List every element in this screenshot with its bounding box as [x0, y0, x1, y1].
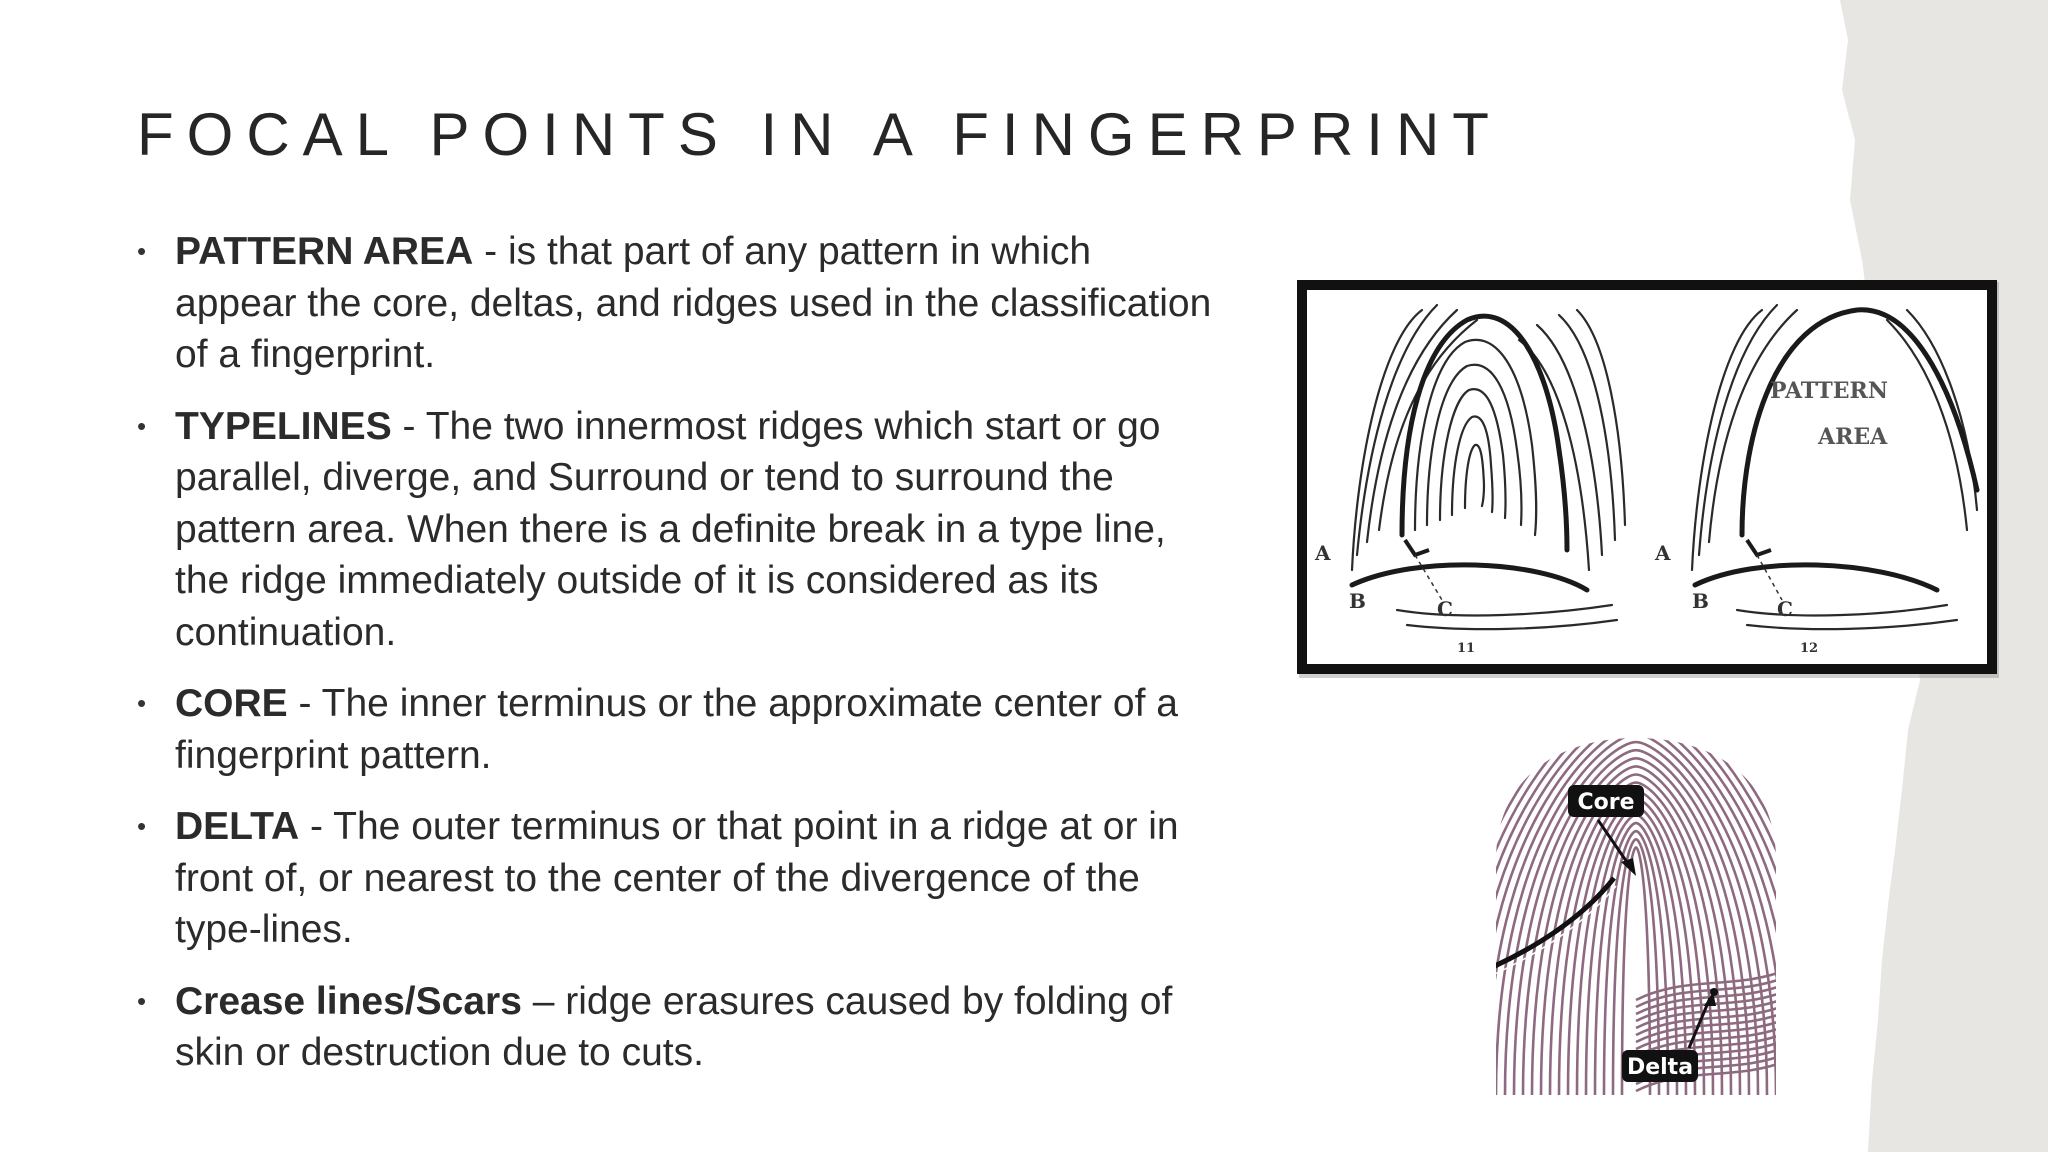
separator: -	[287, 682, 322, 725]
figure-number: 11	[1457, 641, 1476, 656]
bullet-dot: •	[137, 688, 147, 718]
core-label: Core	[1577, 790, 1635, 815]
slide-title: FOCAL POINTS IN A FINGERPRINT	[137, 101, 1502, 168]
definition: ridge erasures caused by folding of skin or destruction due to cuts.	[175, 979, 1173, 1074]
fingerprint-ridges	[1486, 730, 1786, 1095]
bullet-typelines	[137, 401, 1217, 659]
bullet-core	[137, 678, 1217, 781]
pattern-label-line2: AREA	[1818, 424, 1888, 450]
definition: The inner terminus or the approximate center of a fingerprint pattern.	[175, 682, 1178, 777]
bullet-pattern-area	[137, 226, 1217, 381]
bullet-list	[137, 226, 1217, 1099]
label-b: B	[1692, 589, 1709, 613]
bullet-dot: •	[137, 410, 147, 441]
term: DELTA	[175, 805, 300, 848]
term: CORE	[175, 682, 288, 725]
bullet-delta	[137, 801, 1217, 956]
bullet-dot: •	[137, 985, 147, 1016]
term: PATTERN AREA	[175, 230, 474, 273]
figure-number: 12	[1800, 641, 1819, 656]
label-a: A	[1315, 541, 1331, 565]
term: TYPELINES	[175, 404, 392, 448]
pattern-area-diagram	[1297, 280, 2003, 682]
term: Crease lines/Scars	[175, 979, 522, 1023]
definition: The outer terminus or that point in a ridge at or in front of, or nearest to the center of the divergence of the type-lines.	[175, 805, 1179, 951]
bullet-dot: •	[137, 236, 147, 266]
definition: The two innermost ridges which start or go parallel, diverge, and Surround or tend to surround the pattern area. When there is a definite break in a type line, the ridge immediately outside of it is considered as its continuation.	[175, 404, 1166, 654]
separator: –	[521, 979, 566, 1023]
separator: -	[299, 805, 334, 848]
label-b: B	[1349, 589, 1366, 613]
delta-label: Delta	[1626, 1055, 1694, 1080]
pattern-label-line1: PATTERN	[1770, 378, 1888, 404]
separator: -	[473, 230, 508, 273]
label-c: C	[1437, 597, 1453, 621]
separator: -	[391, 404, 426, 448]
bullet-dot: •	[137, 811, 147, 841]
label-c: C	[1777, 597, 1793, 621]
fingerprint-core-delta-diagram	[1486, 730, 1786, 1095]
definition: is that part of any pattern in which appear the core, deltas, and ridges used in the classification of a fingerprint.	[175, 230, 1212, 376]
bullet-crease-lines	[137, 976, 1217, 1079]
label-a: A	[1655, 541, 1671, 565]
